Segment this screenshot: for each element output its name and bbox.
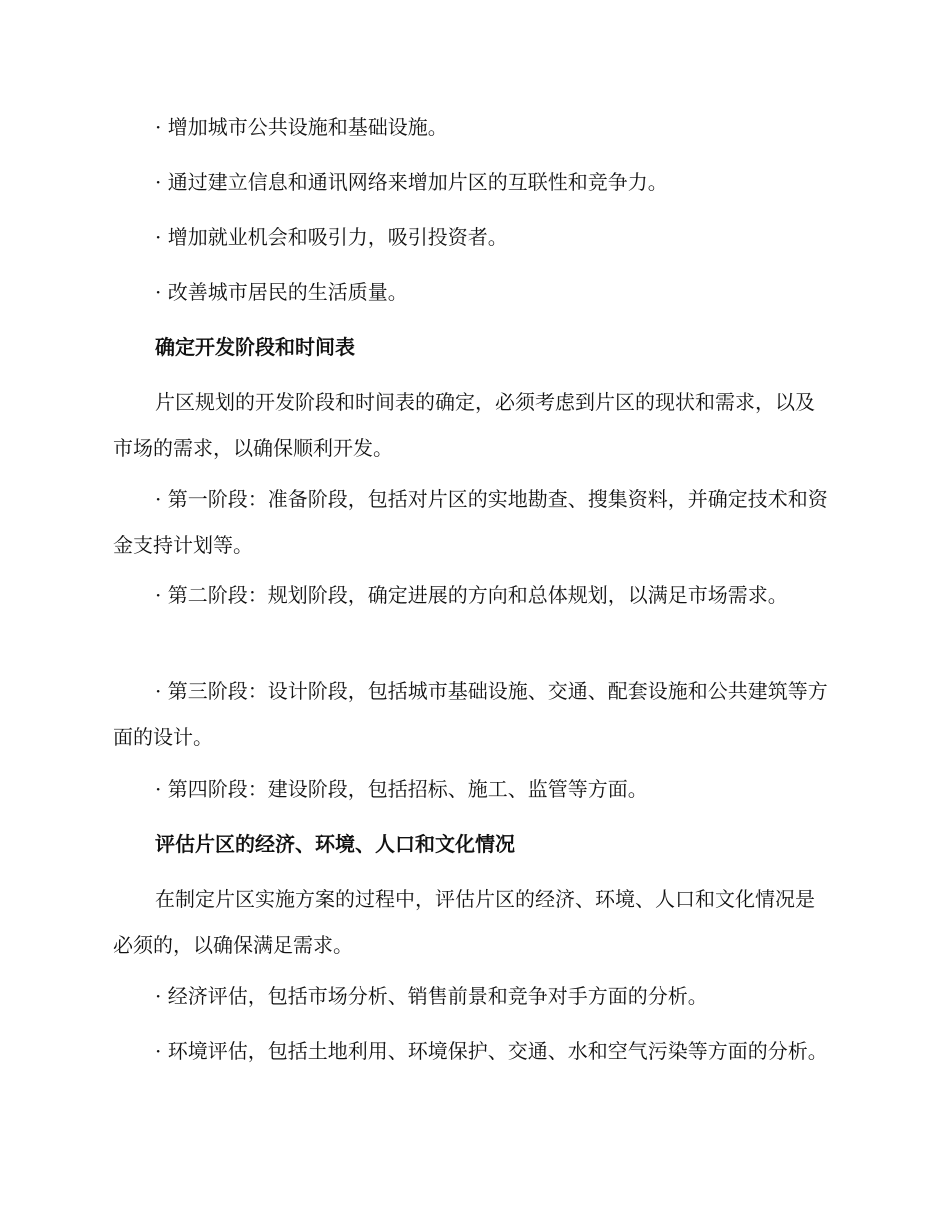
bullet-network: · 通过建立信息和通讯网络来增加片区的互联性和竞争力。 xyxy=(155,170,668,194)
bullet-public-facilities: · 增加城市公共设施和基础设施。 xyxy=(155,115,448,139)
bullet-phase-four: · 第四阶段：建设阶段，包括招标、施工、监管等方面。 xyxy=(155,777,648,801)
section-heading-phases: 确定开发阶段和时间表 xyxy=(155,335,355,359)
paragraph-evaluation-intro: 在制定片区实施方案的过程中，评估片区的经济、环境、人口和文化情况是必须的，以确保满足需求。 xyxy=(113,887,815,957)
bullet-economic-evaluation: · 经济评估，包括市场分析、销售前景和竞争对手方面的分析。 xyxy=(155,984,708,1008)
bullet-employment: · 增加就业机会和吸引力，吸引投资者。 xyxy=(155,225,508,249)
bullet-phase-three: · 第三阶段：设计阶段，包括城市基础设施、交通、配套设施和公共建筑等方面的设计。 xyxy=(113,679,828,749)
paragraph-phases-intro: 片区规划的开发阶段和时间表的确定，必须考虑到片区的现状和需求，以及市场的需求，以确保顺利开发。 xyxy=(113,390,815,460)
bullet-phase-two: · 第二阶段：规划阶段，确定进展的方向和总体规划，以满足市场需求。 xyxy=(155,583,788,607)
bullet-environmental-evaluation: · 环境评估，包括土地利用、环境保护、交通、水和空气污染等方面的分析。 xyxy=(155,1039,828,1063)
bullet-phase-one: · 第一阶段：准备阶段，包括对片区的实地勘查、搜集资料，并确定技术和资金支持计划等。 xyxy=(113,487,828,557)
bullet-quality-of-life: · 改善城市居民的生活质量。 xyxy=(155,280,408,304)
section-heading-evaluation: 评估片区的经济、环境、人口和文化情况 xyxy=(155,832,515,856)
